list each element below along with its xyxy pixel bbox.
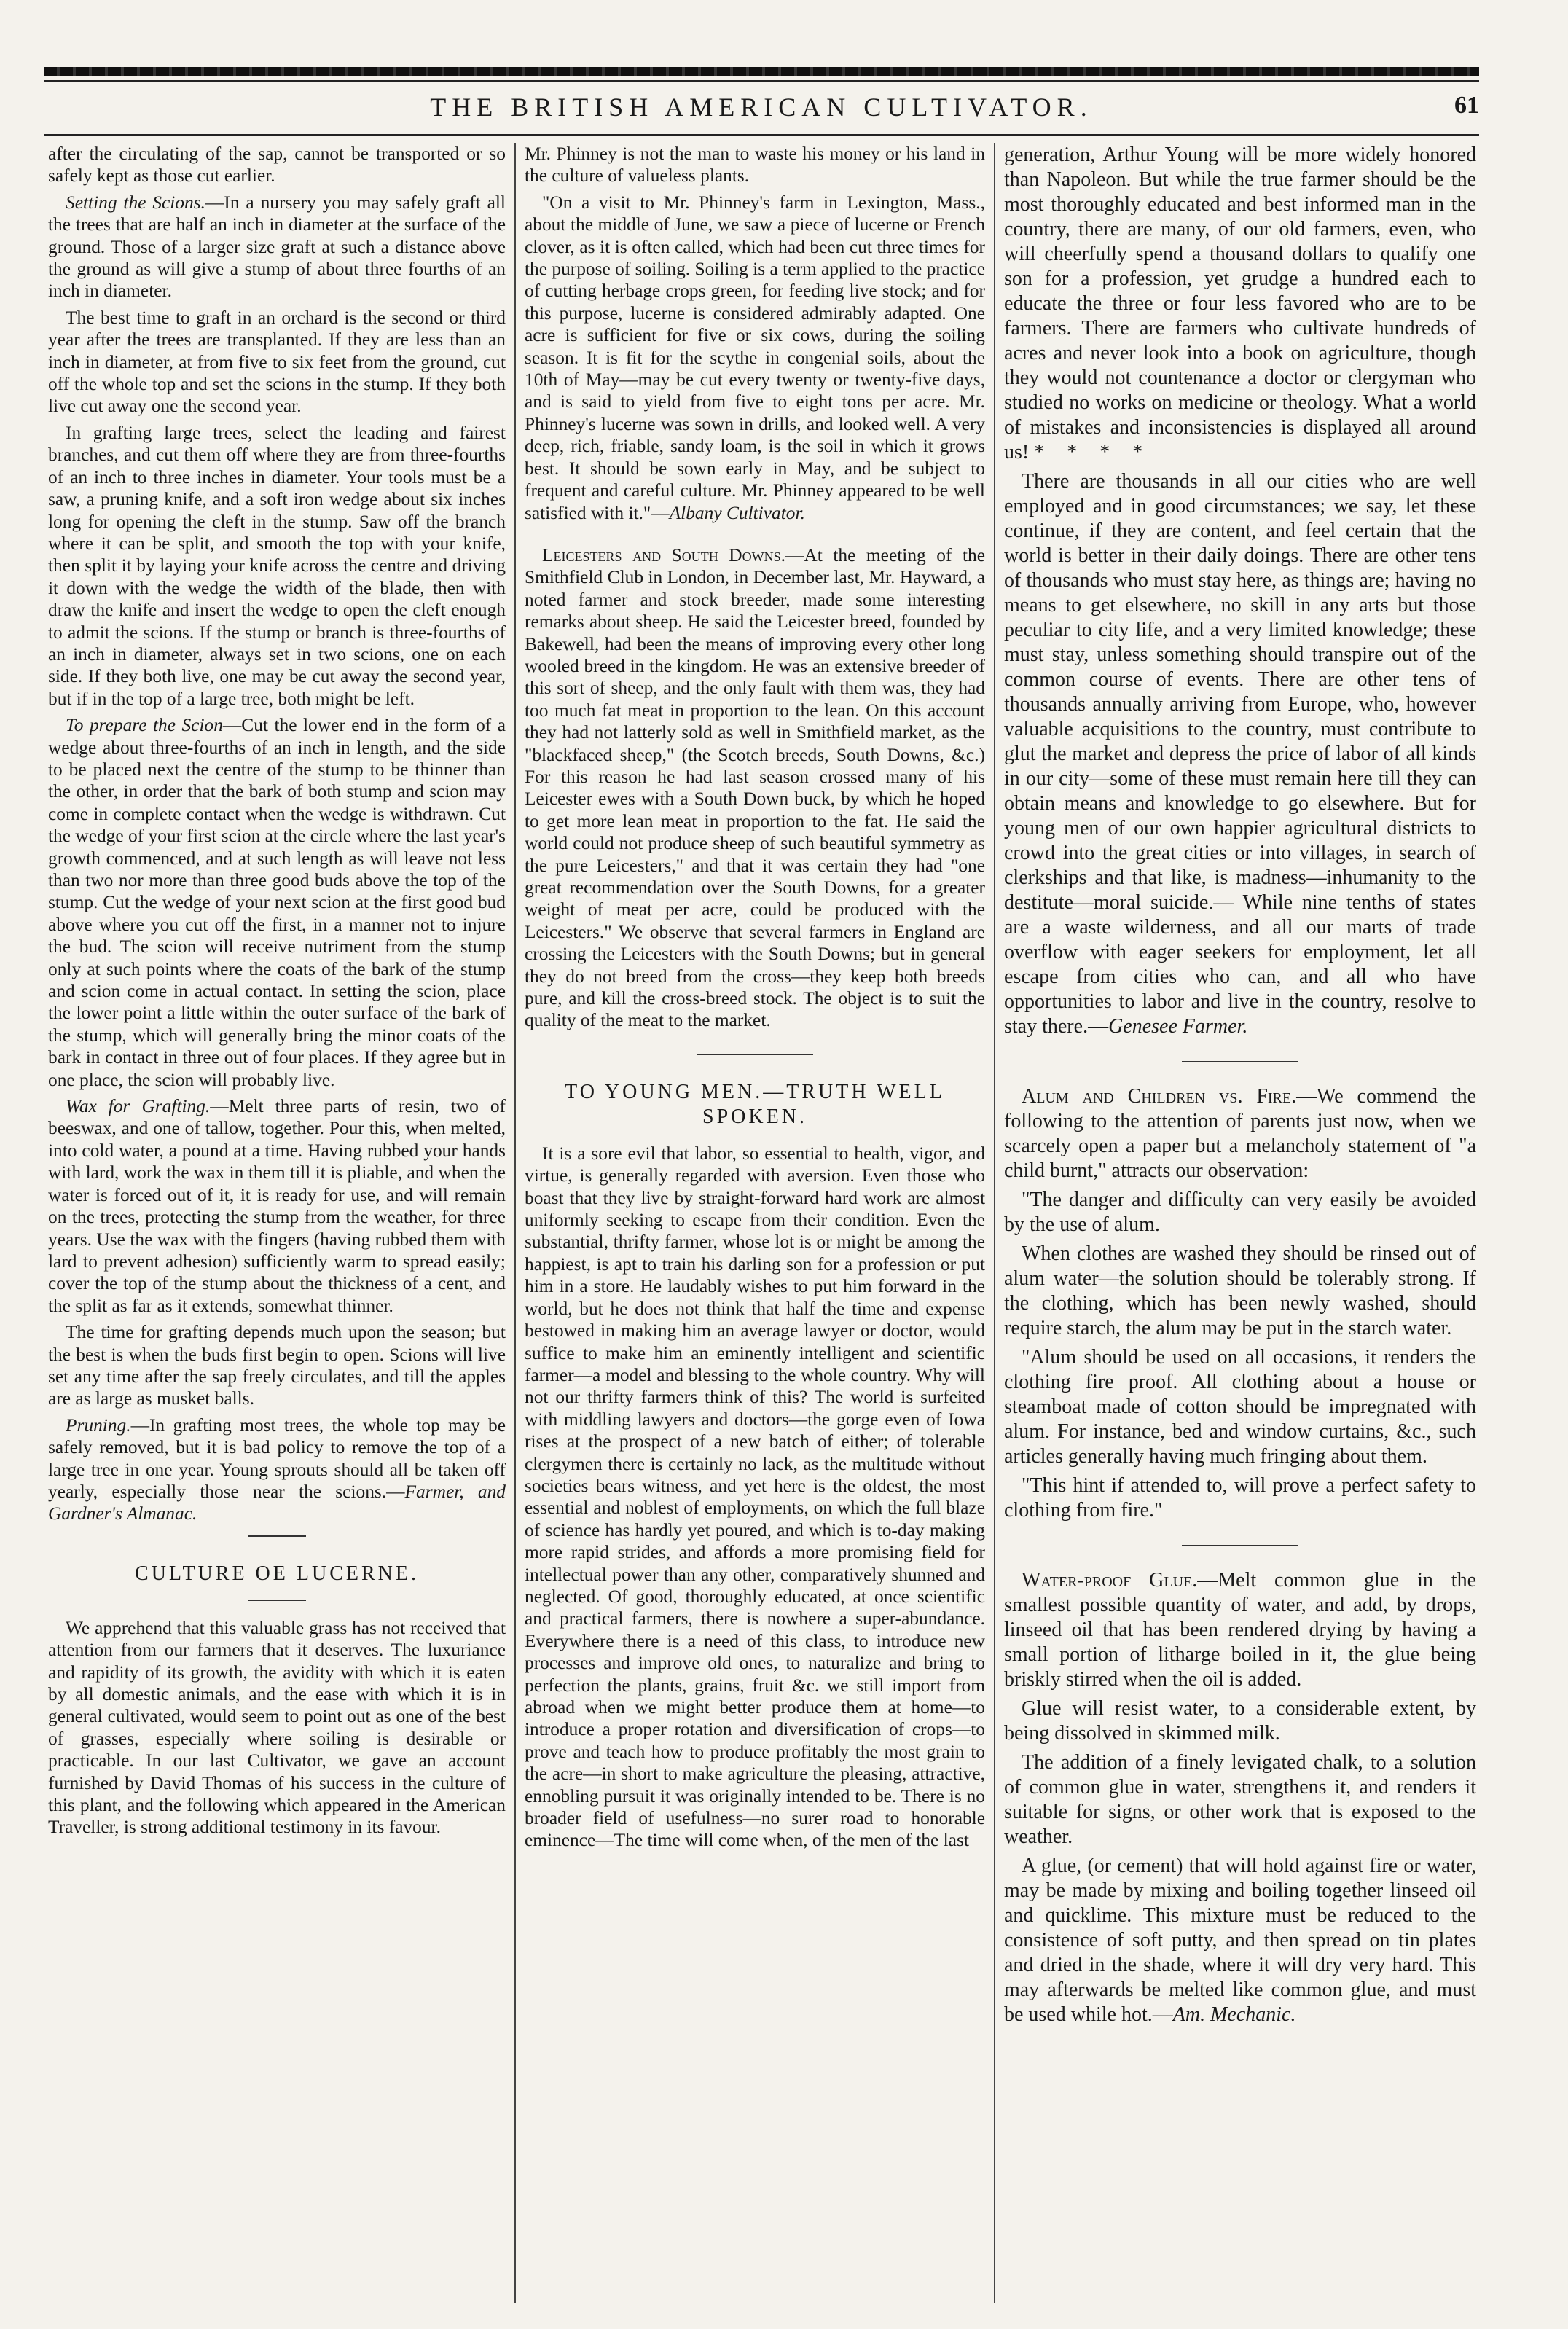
column-2 bbox=[525, 143, 985, 2303]
section-divider bbox=[697, 1054, 813, 1055]
quote-paragraph: When clothes are washed they should be rinsed out of alum water—the solution should be tolerably strong. If the clothing, which has been newly washed, should require starch, the alum may be put in the starch water. bbox=[1004, 1242, 1476, 1339]
paragraph-text: —We commend the following to the attention of parents just now, when we scarcely open a paper but a melancholy statement of "a child burnt," attracts our observation: bbox=[1004, 1085, 1476, 1182]
quote-paragraph: "This hint if attended to, will prove a perfect safety to clothing from fire." bbox=[1004, 1474, 1476, 1522]
quote-paragraph: "The danger and difficulty can very easily be avoided by the use of alum. bbox=[1004, 1189, 1476, 1236]
article-heading: CULTURE OE LUCERNE. bbox=[135, 1562, 419, 1585]
paragraph-text: A glue, (or cement) that will hold against fire or water, may be made by mixing and boiling together linseed oil and quicklime. This mixture must be reduced to the consistence of soft putty, and then spread on tin plates and dried in the shade, where it will dry very hard. This may afterwards be melted like common glue, and must be used while hot.— bbox=[1004, 1855, 1476, 2026]
paragraph: The addition of a finely levigated chalk, to a solution of common glue in water, strengthens it, and renders it suitable for signs, or other work that is exposed to the weather. bbox=[1004, 1751, 1476, 1848]
article-heading: TO YOUNG MEN.—TRUTH WELL SPOKEN. bbox=[565, 1080, 945, 1128]
paragraph-text: —At the meeting of the Smithfield Club in London, in December last, Mr. Hayward, a noted farmer and stock breeder, made some interesting remarks about sheep. He said the Leicester breed, founded by Bakewell, had been the means of improving every other long wooled breed in the kingdom. He was an extensive breeder of this sort of sheep, and the only fault with them was, they had too much fat meat in proportion to the lean. On this account they had not latterly sold as well in Smithfield market, as the "blackfaced sheep," (the Scotch breeds, South Downs, &c.) For this reason he had last season crossed many of his Leicester ewes with a South Down buck, by which he hoped to get more lean meat in proportion to the fat. He said the world could not produce sheep of such beautiful symmetry as the pure Leicesters," and that it was certain they had "one great recommendation over the South Downs, for a greater weight of meat per acre, could be produced with the Leicesters." We observe that several farmers in England are crossing the Leicesters with the South Downs; but in general they do not breed from the cross—they keep both breeds pure, and kill the cross-breed stock. The object is to suit the quality of the meat to the market. bbox=[525, 544, 985, 1031]
paragraph: Glue will resist water, to a considerable extent, by being dissolved in skimmed milk. bbox=[1004, 1697, 1476, 1745]
section-title: Pruning. bbox=[66, 1414, 131, 1436]
paragraph-text: "On a visit to Mr. Phinney's farm in Lexington, Mass., about the middle of June, we saw a piece of lucerne or French clover, as it is often called, which had been cut three times for the purpose of soiling. Soiling is a term applied to the practice of cutting herbage crops green, for feeding live stock; and for this purpose, lucerne is considered admirably adapted. One acre is sufficient for five or six cows, during the soiling season. It is fit for the scythe in congenial soils, about the 10th of May—may be cut every twenty or twenty-five days, and is said to yield from five to eight tons per acre. Mr. Phinney's lucerne was sown in drills, and looked well. A very deep, rich, friable, sandy loam, is the soil in which it grows best. It should be sown early in May, and be subject to frequent and careful culture. Mr. Phinney appeared to be well satisfied with it."— bbox=[525, 192, 985, 523]
paragraph-text: —In grafting most trees, the whole top may be safely removed, but it is bad policy to remove the top of a large tree in one year. Young sprouts should all be taken off yearly, especially those near the scions.— bbox=[48, 1414, 506, 1502]
section-divider bbox=[248, 1535, 306, 1537]
section-title: Water-proof Glue. bbox=[1022, 1569, 1198, 1592]
paragraph-text: —Melt common glue in the smallest possible quantity of water, and add, by drops, linseed oil that has been rendered drying by having a small portion of litharge boiled in it, the glue being briskly stirred when the oil is added. bbox=[1004, 1569, 1476, 1691]
paragraph bbox=[1004, 469, 1476, 1039]
paragraph-text: —Melt three parts of resin, two of beeswax, and one of tallow, together. Pour this, when melted, into cold water, a pound at a time. Having rubbed your hands with lard, work the wax in them till it is pliable, and when the water is forced out of it, it is ready for use, and will remain on the trees, protecting the stump from the weather, for three years. Use the wax with the fingers (having rubbed them with lard to prevent adhesion) sufficiently warm to spread easily; cover the top of the stump about the thickness of a cent, and the split as far as it extends, somewhat thinner. bbox=[48, 1096, 506, 1316]
header-rule bbox=[44, 134, 1479, 136]
quote-paragraph: "Alum should be used on all occasions, it renders the clothing fire proof. All clothing about a house or steamboat made of cotton should be impregnated with alum. For instance, bed and window curtains, &c., such articles generally having much fringing about them. bbox=[1004, 1346, 1476, 1468]
top-border bbox=[44, 67, 1479, 76]
paragraph: The time for grafting depends much upon the season; but the best is when the buds first begin to open. Scions will live set any time after the sap freely circulates, and till the apples are as large as musket balls. bbox=[48, 1322, 506, 1409]
paragraph: In grafting large trees, select the leading and fairest branches, and cut them off where they are from three-fourths of an inch to three inches in diameter. Your tools must be a saw, a pruning knife, and a soft iron wedge about six inches long for opening the cleft in the stump. Saw off the branch where it can be split, and smooth the top with your knife, then split it by laying your knife across the centre and driving it down with the wedge the width of the blade, then with draw the knife and insert the wedge to open the cleft enough to admit the scions. If the stump or branch is three-fourths of an inch in diameter, always set in two scions, one on each side. If they both live, one may be cut away the second year, but if in the top of a large tree, both might be left. bbox=[48, 422, 506, 709]
source-credit: Farmer, and Gardner's Almanac. bbox=[48, 1481, 506, 1524]
paragraph bbox=[1004, 143, 1476, 465]
section-title: Wax for Grafting. bbox=[66, 1096, 211, 1117]
paragraph bbox=[525, 544, 985, 1032]
paragraph: We apprehend that this valuable grass has not received that attention from our farmers that it deserves. The luxuriance and rapidity of its growth, the avidity with which it is eaten by all domestic animals, and the ease with which it is in general cultivated, would seem to point out as one of the best of grasses, especially where soiling is desirable or practicable. In our last Cultivator, we gave an account furnished by David Thomas of his success in the culture of this plant, and the following which appeared in the American Traveller, is strong additional testimony in its favour. bbox=[48, 1617, 506, 1838]
ellipsis-stars: * * * * bbox=[1034, 441, 1152, 463]
paragraph bbox=[48, 1095, 506, 1317]
column-3 bbox=[1004, 143, 1476, 2303]
paragraph bbox=[1004, 1854, 1476, 2027]
paragraph bbox=[1004, 1568, 1476, 1692]
section-title: To prepare the Scion bbox=[66, 715, 223, 736]
paragraph bbox=[1004, 1084, 1476, 1183]
column-1 bbox=[48, 143, 506, 2303]
section-title: Leicesters and South Downs. bbox=[542, 544, 785, 565]
column-divider bbox=[514, 143, 516, 2303]
paragraph-text: generation, Arthur Young will be more widely honored than Napoleon. But while the true farmer should be the most thoroughly educated and best informed man in the country, there are many, of our old farmers, even, who will cheerfully spend a thousand dollars to qualify one son for a profession, yet grudge a hundred each to educate the three or four less favored who are to be farmers. There are farmers who cultivate hundreds of acres and never look into a book on agriculture, though they would not countenance a doctor or clergyman who studied no works on medicine or theology. What a world of mistakes and inconsistencies is displayed all around us! bbox=[1004, 144, 1476, 463]
paragraph: after the circulating of the sap, cannot be transported or so safely kept as those cut earlier. bbox=[48, 144, 506, 187]
paragraph bbox=[48, 1414, 506, 1525]
paragraph-text: —In a nursery you may safely graft all the trees that are half an inch in diameter at the surface of the ground. Those of a larger size graft at such a distance above the ground as will give a stump of about three fourths of an inch in diameter. bbox=[48, 192, 506, 302]
page-number: 61 bbox=[1454, 92, 1479, 119]
section-divider bbox=[1182, 1545, 1298, 1546]
source-credit: Am. Mechanic. bbox=[1172, 2003, 1296, 2026]
masthead bbox=[44, 87, 1479, 131]
column-divider bbox=[994, 143, 995, 2303]
paragraph-text: There are thousands in all our cities who are well employed and in good circumstances; we say, let these continue, if they are content, and feel certain that the world is better in their daily doings. There are other tens of thousands who must stay here, as things are; having no means to get elsewhere, no skill in any arts but those peculiar to city life, and a very limited knowledge; these must stay, unless something should transpire out of the common course of events. There are other tens of thousands annually arriving from Europe, who, however valuable acquisitions to the country, must contribute to glut the market and depress the price of labor of all kinds in our city—some of these must remain here till they can obtain means and knowledge to go elsewhere. But for young men of our own happier agricultural districts to crowd into the great cities or into villages, in search of clerkships and that like, is madness—inhumanity to the destitute—moral suicide.— While nine tenths of states are a waste wilderness, and all our marts of trade overflow with eager seekers for employment, let all escape from cities who can, and all who have opportunities to labor and live in the country, resolve to stay there.— bbox=[1004, 470, 1476, 1038]
top-border-rule bbox=[44, 80, 1479, 82]
section-divider bbox=[248, 1600, 306, 1601]
section-title: Setting the Scions. bbox=[66, 192, 205, 213]
paragraph: The best time to graft in an orchard is the second or third year after the trees are transplanted. If they are less than an inch in diameter, at from five to six feet from the ground, cut off the whole top and set the scions in the stump. If they both live cut away one the second year. bbox=[48, 307, 506, 417]
section-title: Alum and Children vs. Fire. bbox=[1022, 1085, 1297, 1108]
paragraph: It is a sore evil that labor, so essential to health, vigor, and virtue, is generally regarded with aversion. Even those who boast that they live by straight-forward hard work are almost uniformly seeking to escape from their condition. Even the substantial, thrifty farmer, whose lot is or might be among the happiest, is apt to train his darling son for a profession or put him in a store. He laudably wishes to put him forward in the world, but he does not think that half the time and expense bestowed in making him an average lawyer or doctor, would suffice to make him an eminently intelligent and scientific farmer—a model and blessing to the whole country. Why will not our thrifty farmers think of this? The world is surfeited with middling lawyers and doctors—the gorge even of Iowa rises at the prospect of a new batch of either; of tolerable clergymen there is certainly no lack, as the multitude without societies bears witness, and yet here is the oldest, the most essential and noblest of employments, on which the full blaze of science has hardly yet poured, and which is to-day making more rapid strides, and affords a more promising field for intellectual power than any other, comparatively shunned and neglected. Of good, thoroughly educated, at once scientific and practical farmers, there is nowhere a super-abundance. Everywhere there is a need of this class, to introduce new processes and improve old ones, to naturalize and bring to perfection the plants, grains, fruit &c. we still import from abroad when we might better produce them at home—to introduce a proper rotation and diversification of crops—to prove and teach how to produce profitably the most grain to the acre—in short to make agriculture the pleasing, attractive, ennobling pursuit it was originally intended to be. There is no broader field of usefulness—no surer road to honorable eminence—The time will come when, of the men of the last bbox=[525, 1143, 985, 1851]
paragraph bbox=[525, 192, 985, 524]
publication-title: THE BRITISH AMERICAN CULTIVATOR. bbox=[430, 93, 1093, 122]
section-divider bbox=[1182, 1061, 1298, 1062]
paragraph bbox=[48, 714, 506, 1091]
source-credit: Genesee Farmer. bbox=[1108, 1015, 1248, 1038]
paragraph-text: —Cut the lower end in the form of a wedge about three-fourths of an inch in length, and the side to be placed next the centre of the stump to be thinner than the other, in order that the bark of both stump and scion may come in complete contact when the wedge is withdrawn. Cut the wedge of your first scion at the circle where the last year's growth commenced, and at such length as will leave not less than two nor more than three good buds above the top of the stump. Cut the wedge of your next scion at the first good bud above where you cut off the first, in a manner not to injure the bud. The scion will receive nutriment from the stump only at such points where the coats of the bark of the stump and scion come in actual contact. In setting the scion, place the lower point a little within the outer surface of the bark of the stump, which will generally bring the minor coats of the bark in contact in three out of four places. If they agree but in one place, the scion will probably live. bbox=[48, 715, 506, 1090]
source-credit: Albany Cultivator. bbox=[669, 502, 805, 523]
paragraph: Mr. Phinney is not the man to waste his money or his land in the culture of valueless plants. bbox=[525, 144, 985, 187]
paragraph bbox=[48, 192, 506, 302]
